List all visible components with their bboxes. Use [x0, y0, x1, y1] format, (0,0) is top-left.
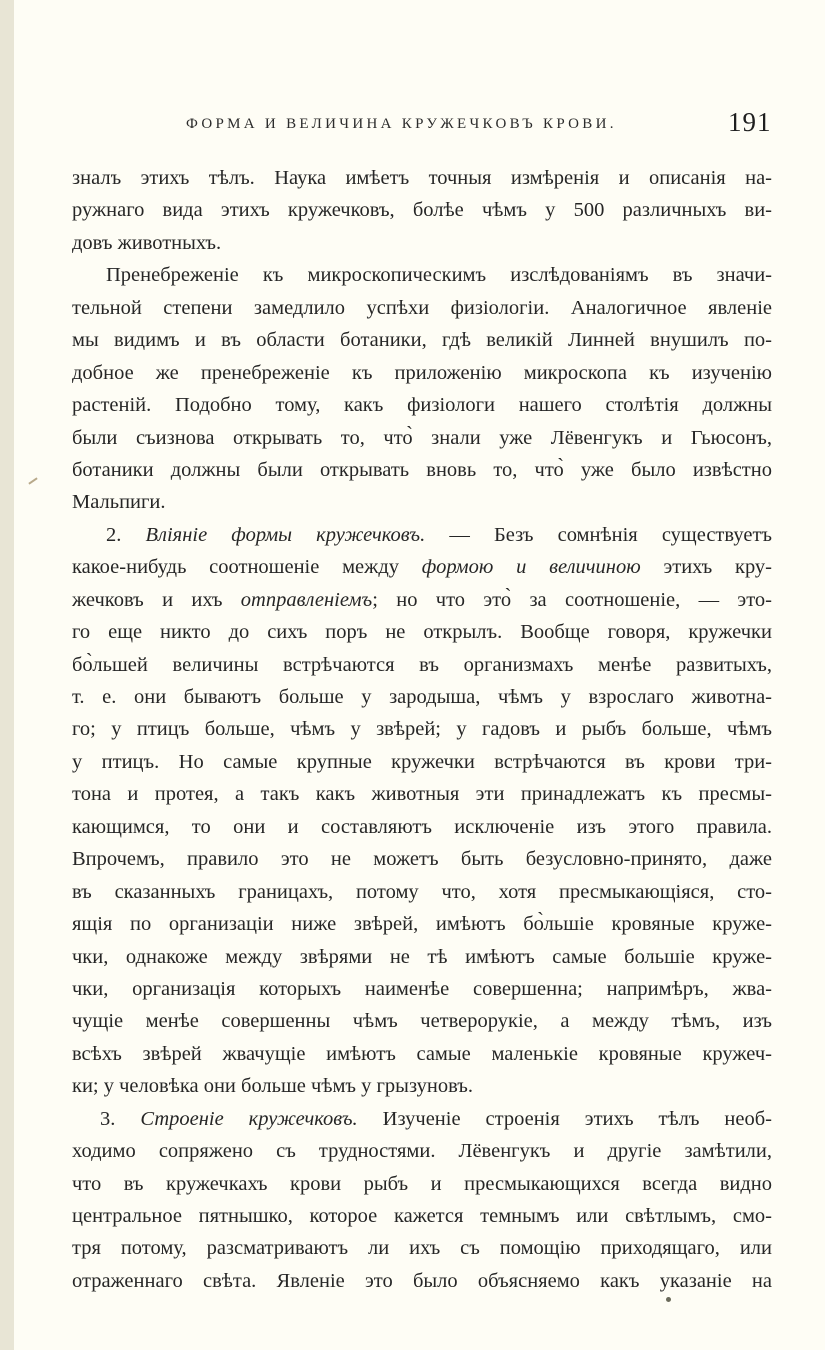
text-line: добное же пренебреженіе къ приложенію микроскопа къ изученію [72, 361, 772, 384]
text-line: Впрочемъ, правило это не можетъ быть безусловно-принято, даже [72, 848, 772, 871]
text-fragment: жечковъ и ихъ [72, 588, 223, 611]
text-line: ки; у человѣка они больше чѣмъ у грызуновъ. [72, 1075, 473, 1098]
text-line: всѣхъ звѣрей жвачущіе имѣютъ самые маленькіе кровяные кружеч- [72, 1042, 772, 1065]
text-line: го; у птицъ больше, чѣмъ у звѣрей; у гадовъ и рыбъ больше, чѣмъ [72, 718, 772, 741]
ink-speck [666, 1297, 671, 1302]
emphasis-form-size: формою и величиною [421, 556, 641, 579]
text-fragment: этихъ кру- [663, 556, 773, 579]
text-line: зналъ этихъ тѣлъ. Наука имѣетъ точныя измѣренія и описанія на- [72, 167, 772, 189]
text-line: отраженнаго свѣта. Явленіе это было объясняемо какъ указаніе на [72, 1269, 772, 1292]
section-2-number: 2. [106, 523, 122, 546]
text-line: тона и протея, а такъ какъ животныя эти принадлежатъ къ пресмы- [72, 783, 772, 806]
text-line: довъ животныхъ. [72, 231, 222, 254]
text-line: растеній. Подобно тому, какъ физіологи нашего столѣтія должны [72, 394, 772, 417]
section-2-title: Вліяніе формы кружечковъ. [145, 523, 426, 546]
text-line: что въ кружечкахъ крови рыбъ и пресмыкающихся всегда видно [72, 1172, 772, 1195]
section-2-heading-line [72, 519, 772, 551]
section-3-title: Строеніе кружечковъ. [140, 1107, 358, 1130]
text-line: тельной степени замедлило успѣхи физіологіи. Аналогичное явленіе [72, 296, 772, 319]
text-line: ходимо сопряжено съ трудностями. Лёвенгукъ и другіе замѣтили, [72, 1140, 772, 1163]
text-line: въ сказанныхъ границахъ, потому что, хотя пресмыкающіяся, сто- [72, 880, 772, 903]
text-line: Мальпиги. [72, 491, 166, 514]
text-line: Пренебреженіе къ микроскопическимъ изслѣдованіямъ въ значи- [106, 264, 772, 287]
text-line [72, 551, 772, 583]
text-fragment: какое-нибудь соотношеніе между [72, 556, 400, 579]
text-line: тря потому, разсматриваютъ ли ихъ съ помощію приходящаго, или [72, 1237, 772, 1260]
text-fragment: — Безъ сомнѣнія существуетъ [449, 523, 773, 546]
text-line: го еще никто до сихъ поръ не открылъ. Вообще говоря, кружечки [72, 621, 772, 644]
running-title: ФОРМА И ВЕЛИЧИНА КРУЖЕЧКОВЪ КРОВИ. [186, 116, 617, 132]
text-line: т. е. они бываютъ больше у зародыша, чѣмъ у взрослаго животна- [72, 686, 772, 708]
page-number: 191 [728, 107, 772, 137]
margin-mark [28, 477, 37, 484]
text-line: чущіе менѣе совершенны чѣмъ четверорукіе, а между тѣмъ, изъ [72, 1010, 772, 1033]
text-line: кающимся, то они и составляютъ исключеніе изъ этого правила. [72, 815, 772, 838]
text-line: ботаники должны были открывать вновь то, что̀ уже было извѣстно [72, 458, 772, 481]
text-fragment: ; но что это̀ за соотношеніе, — это- [372, 588, 772, 611]
text-line [72, 584, 772, 616]
text-line: ружнаго вида этихъ кружечковъ, болѣе чѣмъ у 500 различныхъ ви- [72, 199, 772, 222]
body-text [72, 162, 772, 1297]
text-line: мы видимъ и въ области ботаники, гдѣ великій Линней внушилъ по- [72, 329, 772, 352]
text-line: были съизнова открывать то, что̀ знали уже Лёвенгукъ и Гьюсонъ, [72, 426, 772, 449]
text-line: чки, организація которыхъ наименѣе совершенна; напримѣръ, жва- [72, 977, 772, 1000]
section-3-number: 3. [100, 1107, 116, 1130]
text-line: центральное пятнышко, которое кажется темнымъ или свѣтлымъ, смо- [72, 1205, 772, 1227]
text-line: чки, однакоже между звѣрями не тѣ имѣютъ самые большіе круже- [72, 945, 772, 968]
text-line: бо̀льшей величины встрѣчаются въ организмахъ менѣе развитыхъ, [72, 653, 772, 676]
text-line: ящія по организаціи ниже звѣрей, имѣютъ бо̀льшіе кровяные круже- [72, 913, 772, 936]
section-3-heading-line [72, 1103, 772, 1135]
emphasis-direction: отправленіемъ [240, 588, 373, 611]
text-fragment: Изученіе строенія этихъ тѣлъ необ- [382, 1107, 773, 1130]
text-line: у птицъ. Но самые крупные кружечки встрѣчаются въ крови три- [72, 750, 772, 773]
